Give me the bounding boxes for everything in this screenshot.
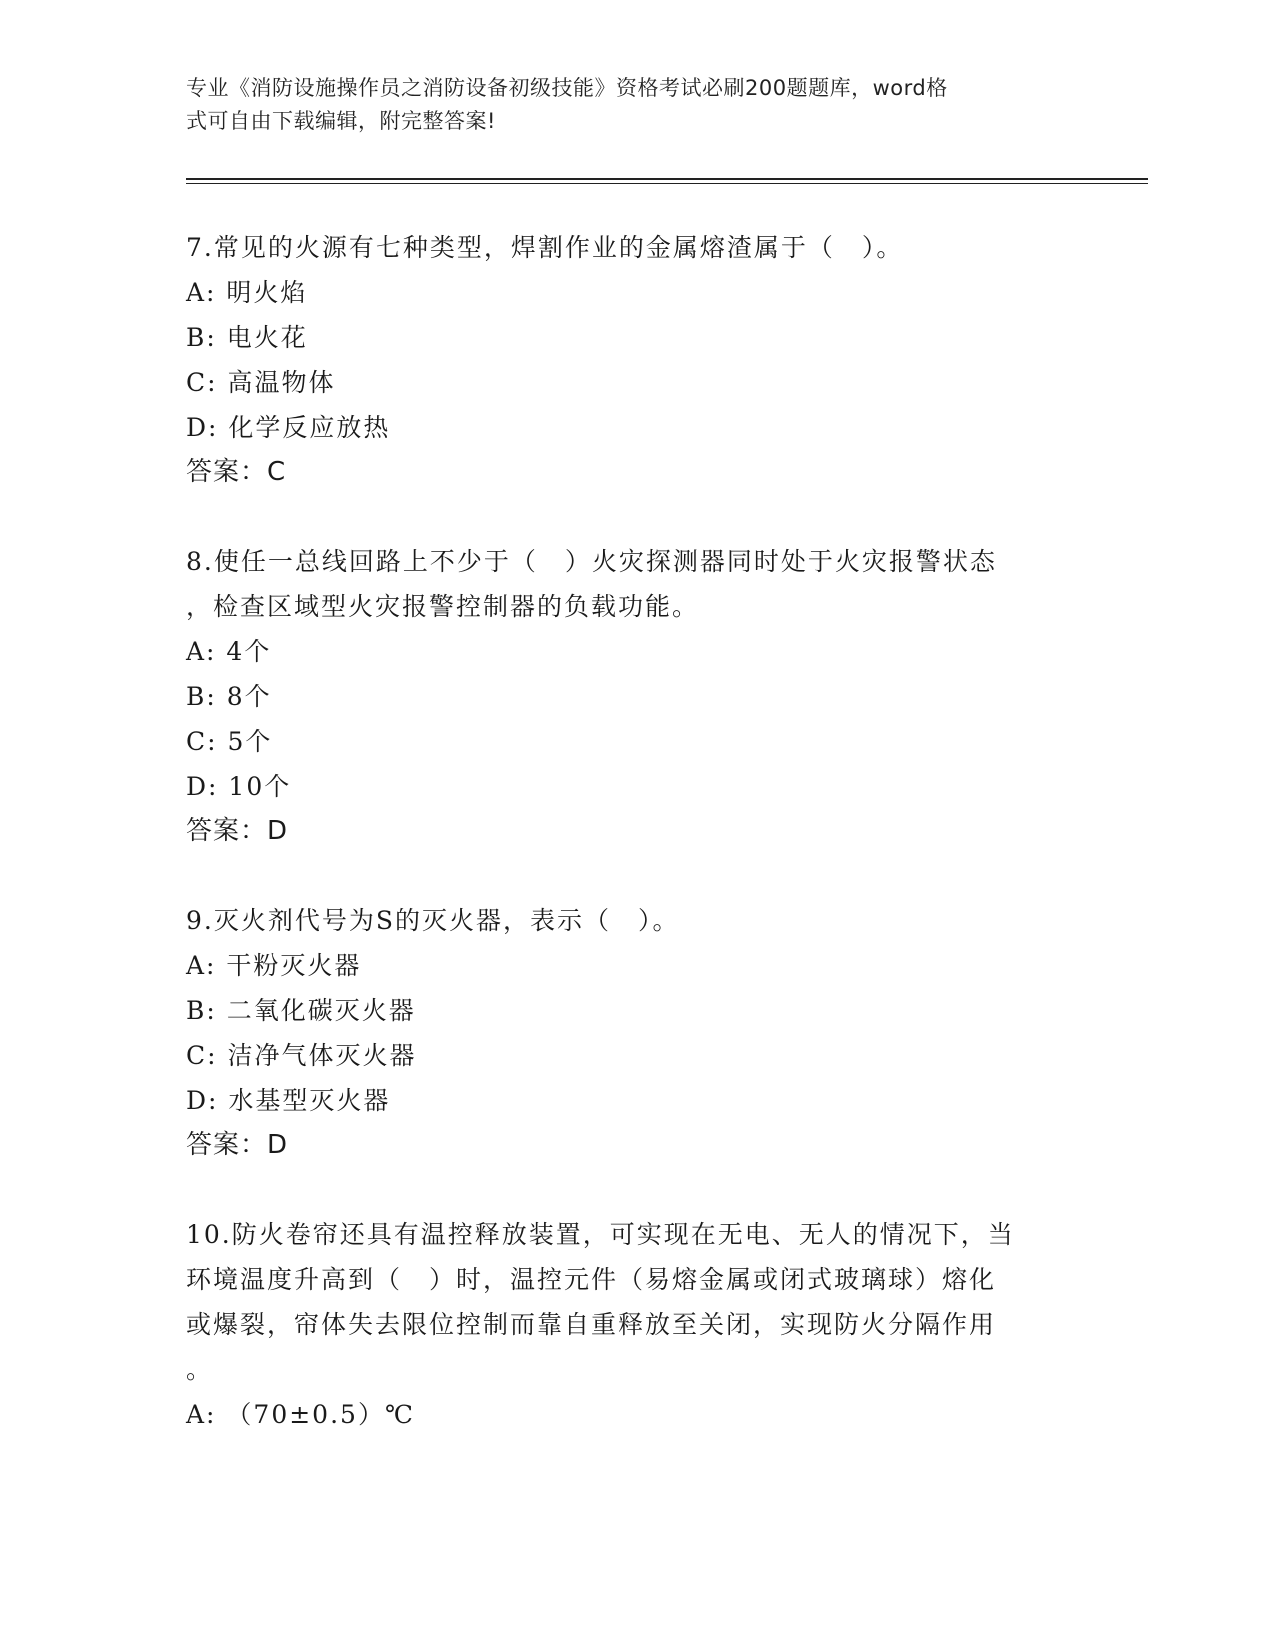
option-d: D: 化学反应放热 bbox=[186, 413, 391, 442]
option-b: B: 二氧化碳灭火器 bbox=[186, 996, 416, 1025]
header-line-1: 专业《消防设施操作员之消防设备初级技能》资格考试必刷200题题库，word格 bbox=[186, 76, 948, 100]
option-a: A: （70±0.5）℃ bbox=[186, 1400, 415, 1429]
option-c: C: 洁净气体灭火器 bbox=[186, 1041, 417, 1070]
question-stem-line-1: 8.使任一总线回路上不少于（ ）火灾探测器同时处于火灾报警状态 bbox=[186, 547, 997, 576]
option-d: D: 10个 bbox=[186, 772, 292, 801]
question-stem: 9.灭火剂代号为S的灭火器，表示（ ）。 bbox=[186, 906, 680, 935]
option-b: B: 8个 bbox=[186, 682, 272, 711]
question-10 bbox=[186, 1212, 1066, 1437]
header-divider-thin bbox=[186, 183, 1148, 184]
option-a: A: 4个 bbox=[186, 637, 272, 666]
question-stem-line-1: 10.防火卷帘还具有温控释放装置，可实现在无电、无人的情况下，当 bbox=[186, 1220, 1015, 1249]
answer: 答案：C bbox=[186, 457, 287, 487]
question-8 bbox=[186, 539, 1066, 854]
question-stem-line-4: 。 bbox=[186, 1355, 214, 1384]
header-divider-thick bbox=[186, 178, 1148, 180]
question-7 bbox=[186, 225, 1066, 495]
question-stem: 7.常见的火源有七种类型，焊割作业的金属熔渣属于（ ）。 bbox=[186, 233, 904, 262]
option-a: A: 明火焰 bbox=[186, 278, 308, 307]
answer: 答案：D bbox=[186, 816, 289, 846]
question-9 bbox=[186, 898, 1066, 1168]
option-c: C: 高温物体 bbox=[186, 368, 336, 397]
question-stem-line-2: 环境温度升高到（ ）时，温控元件（易熔金属或闭式玻璃球）熔化 bbox=[186, 1265, 997, 1294]
option-d: D: 水基型灭火器 bbox=[186, 1086, 391, 1115]
question-stem-line-2: ，检查区域型火灾报警控制器的负载功能。 bbox=[186, 592, 700, 621]
option-c: C: 5个 bbox=[186, 727, 273, 756]
option-a: A: 干粉灭火器 bbox=[186, 951, 362, 980]
document-header bbox=[186, 72, 1056, 138]
header-line-2: 式可自由下载编辑，附完整答案! bbox=[186, 109, 496, 133]
question-stem-line-3: 或爆裂，帘体失去限位控制而靠自重释放至关闭，实现防火分隔作用 bbox=[186, 1310, 997, 1339]
option-b: B: 电火花 bbox=[186, 323, 308, 352]
answer: 答案：D bbox=[186, 1130, 289, 1160]
